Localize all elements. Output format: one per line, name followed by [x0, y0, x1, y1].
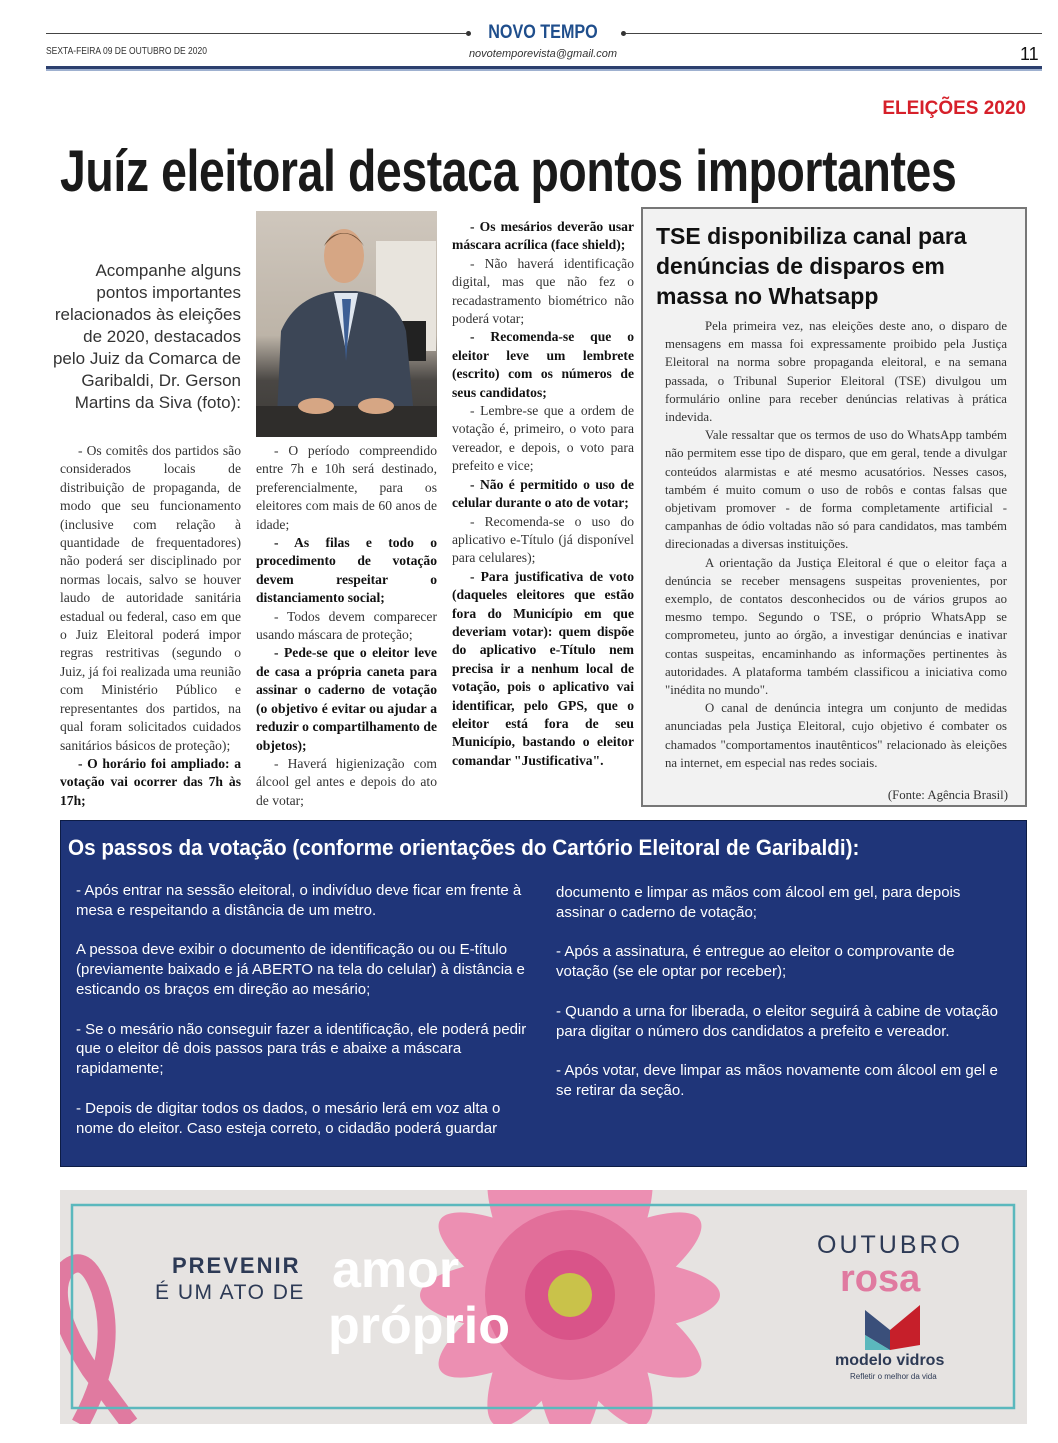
article-paragraph: - O período compreendido entre 7h e 10h será destinado, preferencialmente, para os eleitores com mais de 60 anos de idade;: [256, 443, 437, 532]
intro-text: Acompanhe alguns pontos importantes relacionados às eleições de 2020, destacados pelo Juiz da Comarca de Garibaldi, Dr. Gerson Martins da Siva (foto):: [52, 261, 241, 412]
steps-column-left: [76, 881, 531, 1158]
article-paragraph: - Recomenda-se o uso do aplicativo e-Título (já disponível para celulares);: [452, 513, 634, 566]
sidebar-body: [665, 317, 1007, 772]
sidebar-paragraph: O canal de denúncia integra um conjunto de medidas anunciadas pela Justiça Eleitoral, cujo objetivo é combater os chamados "comportamentos inautênticos" relacionado às eleições na internet, em especial nas redes sociais.: [665, 701, 1007, 770]
header-divider: [46, 69, 1042, 71]
step-paragraph: A pessoa deve exibir o documento de identificação ou ou E-título (previamente baixado e já ABERTO na tela do celular) à distância e esticando os braços em direção ao mesário;: [76, 941, 525, 998]
article-column-2: [256, 442, 437, 810]
sidebar-box: [641, 207, 1027, 807]
steps-column-right: [556, 883, 1011, 1121]
header-rule-right: [626, 33, 1042, 34]
article-column-1: [60, 442, 241, 810]
judge-photo: [256, 211, 437, 437]
article-paragraph: - Os mesários deverão usar máscara acrílica (face shield);: [452, 219, 634, 253]
sidebar-title: TSE disponibiliza canal para denúncias de disparos em massa no Whatsapp: [656, 223, 967, 309]
article-paragraph: - As filas e todo o procedimento de votação devem respeitar o distanciamento social;: [256, 535, 437, 606]
ad-line-proprio: próprio: [328, 1297, 510, 1355]
article-paragraph: - Recomenda-se que o eleitor leve um lembrete (escrito) com os números de seus candidatos;: [452, 329, 634, 400]
sidebar-paragraph: Vale ressaltar que os termos de uso do WhatsApp também não permitem esse tipo de disparo, que em geral, tende a divulgar conteúdos alarmistas e até mesmo acusatórios. Nesses casos, também é muito comum o uso de robôs e contas falsas que objetivam promover - de forma completamente artificial - campanhas de ódio voltadas não só para candidatos, mas também direcionadas a diversas instituições.: [665, 428, 1007, 552]
ad-line-ato: É UM ATO DE: [155, 1281, 305, 1304]
masthead: NOVO TEMPO: [488, 22, 598, 43]
campaign-rosa: rosa: [840, 1258, 921, 1300]
step-paragraph: - Após votar, deve limpar as mãos novamente com álcool em gel e se retirar da seção.: [556, 1062, 998, 1099]
article-paragraph: - Para justificativa de voto (daqueles eleitores que estão fora do Município em que deveriam votar): quem dispõe do aplicativo e-Título nem precisa ir a nenhum local de votação, pois o aplicativo vai identificar, pelo GPS, que o eleitor está fora de seu Município, bastando o eleitor comandar "Justificativa".: [452, 568, 634, 768]
article-paragraph: - Os comitês dos partidos são considerados locais de distribuição de propaganda, de modo que seu funcionamento (inclusive com relação à quantidade de frequentadores) não poderá ser disciplinado por normas locais, salvo se houver laudo de autoridade sanitária estadual ou federal, caso em que o Juiz Eleitoral poderá impor regras restritivas (segundo o Juiz, já foi realizada uma reunião com Ministério Público e representantes dos partidos, na qual foram solicitados cuidados sanitários básicos de proteção);: [60, 443, 241, 753]
sidebar-paragraph: Pela primeira vez, nas eleições deste ano, o disparo de mensagens em massa foi expressamente proibido pela Justiça Eleitoral na norma sobre propaganda eleitoral, e na semana passada, o Tribunal Superior Eleitoral (TSE) divulgou um formulário online para receber denúncias relativas à prática indevida.: [665, 319, 1007, 425]
brand-name: modelo vidros: [835, 1352, 945, 1369]
ad-banner[interactable]: [60, 1190, 1027, 1424]
sidebar-paragraph: A orientação da Justiça Eleitoral é que o eleitor faça a denúncia se receber mensagens suspeitas provenientes, por exemplo, de contatos desconhecidos ou de vários grupos ao mesmo tempo. Segundo o TSE, o próprio WhatsApp se comprometeu, junto ao órgão, a investigar denúncias e inativar contas suspeitas, encaminhando as informações pertinentes às autoridades. A plataforma também classificou a iniciativa como "inédita no mundo".: [665, 555, 1007, 698]
step-paragraph: - Após entrar na sessão eleitoral, o indivíduo deve ficar em frente à mesa e respeitando a distância de um metro.: [76, 882, 522, 919]
issue-date: SEXTA-FEIRA 09 DE OUTUBRO DE 2020: [46, 46, 207, 57]
article-paragraph: - Todos devem comparecer usando máscara de proteção;: [256, 608, 437, 643]
modelo-vidros-logo-icon: [865, 1305, 920, 1350]
sidebar-source: (Fonte: Agência Brasil): [887, 788, 1008, 803]
step-paragraph: - Quando a urna for liberada, o eleitor seguirá à cabine de votação para digitar o número dos candidatos a prefeito e vereador.: [556, 1002, 998, 1040]
header-rule-left: [46, 33, 466, 34]
article-paragraph: - Haverá higienização com álcool gel antes e depois do ato de votar;: [256, 755, 437, 808]
article-paragraph: - O horário foi ampliado: a votação vai ocorrer das 7h às 17h;: [60, 755, 241, 808]
step-paragraph: - Se o mesário não conseguir fazer a identificação, ele poderá pedir que o eleitor dê dois passos para trás e abaixe a máscara rapidamente;: [76, 1020, 527, 1078]
article-paragraph: - Lembre-se que a ordem de votação é, primeiro, o voto para vereador, e depois, o voto para prefeito e vice;: [452, 403, 634, 474]
step-paragraph: - Depois de digitar todos os dados, o mesário lerá em voz alta o nome do eleitor. Caso esteja correto, o cidadão poderá guardar: [76, 1099, 501, 1137]
article-paragraph: - Não é permitido o uso de celular durante o ato de votar;: [452, 476, 634, 511]
step-paragraph: - Após a assinatura, é entregue ao eleitor o comprovante de votação (se ele optar por receber);: [556, 943, 955, 981]
steps-title: Os passos da votação (conforme orientações do Cartório Eleitoral de Garibaldi):: [68, 835, 860, 860]
ad-line-prevenir: PREVENIR: [172, 1253, 301, 1278]
article-column-3: [452, 218, 634, 770]
article-paragraph: - Não haverá identificação digital, mas que não fez o recadastramento biométrico não poderá votar;: [452, 255, 634, 327]
ad-line-amor: amor: [332, 1241, 460, 1299]
section-label: ELEIÇÕES 2020: [882, 98, 1026, 119]
campaign-outubro: OUTUBRO: [817, 1231, 963, 1259]
contact-email: novotemporevista@gmail.com: [468, 48, 618, 60]
article-paragraph: - Pede-se que o eleitor leve de casa a própria caneta para assinar o caderno de votação (o objetivo é evitar ou ajudar a reduzir o compartilhamento de objetos);: [256, 645, 437, 753]
page-number: 11: [1020, 44, 1039, 64]
step-paragraph: documento e limpar as mãos com álcool em gel, para depois assinar o caderno de votação;: [556, 884, 961, 921]
voting-steps-box: [60, 820, 1027, 1167]
headline: Juíz eleitoral destaca pontos importantes: [60, 139, 957, 204]
brand-tagline: Refletir o melhor da vida: [850, 1372, 937, 1381]
